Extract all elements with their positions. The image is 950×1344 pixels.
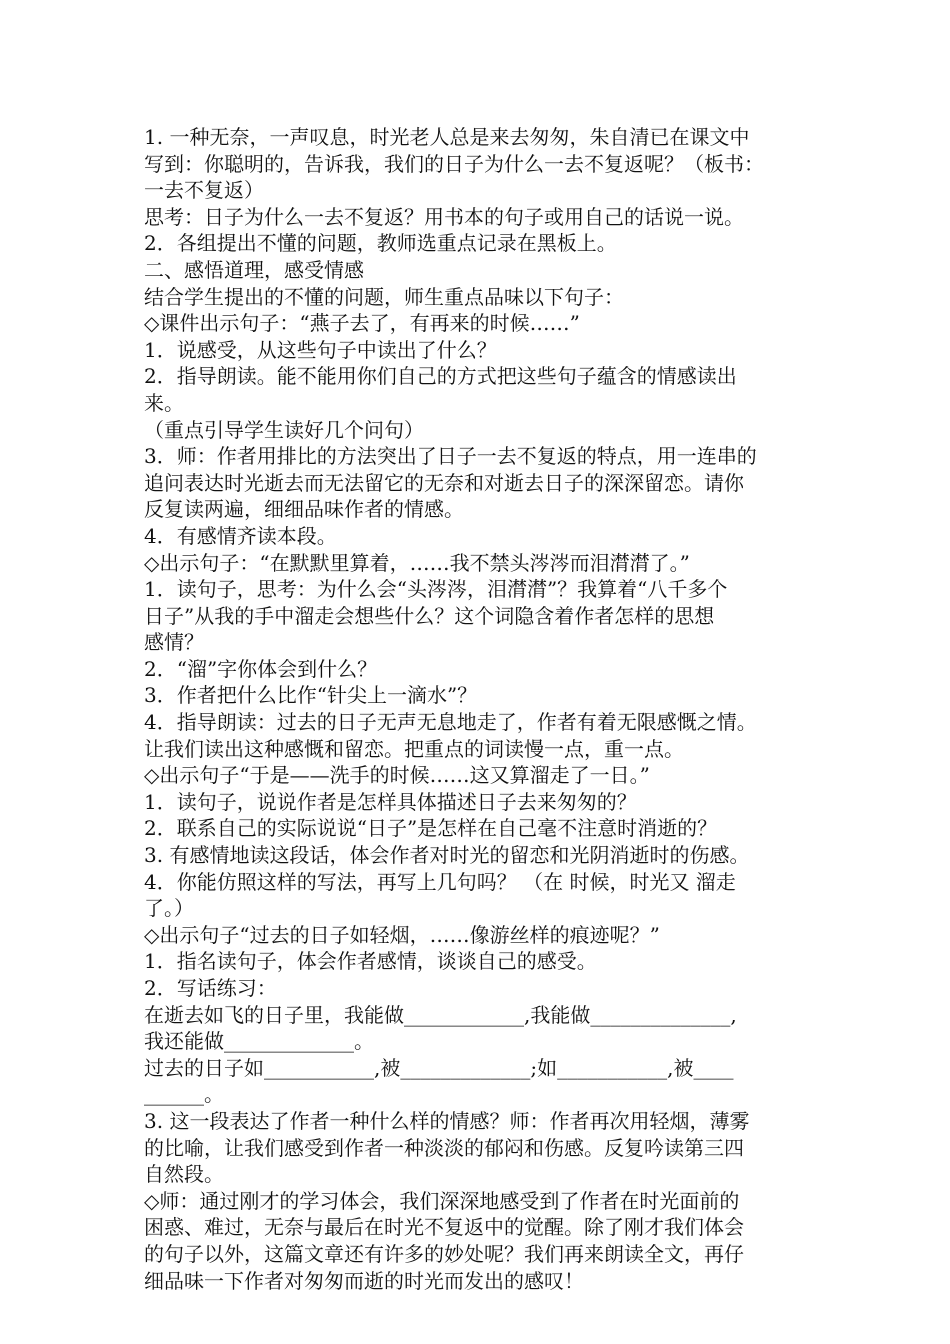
text-line: 2．指导朗读。能不能用你们自己的方式把这些句子蕴含的情感读出 xyxy=(144,364,737,389)
text-line: 的句子以外，这篇文章还有许多的妙处呢？我们再来朗读全文，再仔 xyxy=(144,1241,744,1266)
text-line: 感情？ xyxy=(144,630,204,655)
text-line: 3．师：作者用排比的方法突出了日子一去不复返的特点，用一连串的 xyxy=(144,444,757,469)
document-body xyxy=(144,124,810,1294)
text-line: 3. 有感情地读这段话，体会作者对时光的留恋和光阴消逝时的伤感。 xyxy=(144,843,750,868)
text-line: ◇课件出示句子：“燕子去了，有再来的时候……” xyxy=(144,311,580,336)
text-line: 1. 一种无奈，一声叹息，时光老人总是来去匆匆，朱自清已在课文中 xyxy=(144,125,750,149)
section-heading: 二、感悟道理，感受情感 xyxy=(144,257,364,282)
text-line: 4．你能仿照这样的写法，再写上几句吗？ （在 时候，时光又 溜走 xyxy=(144,869,736,894)
text-line: 1．读句子，思考：为什么会“头涔涔，泪潸潸”？我算着“八千多个 xyxy=(144,577,728,602)
text-line: ◇出示句子：“在默默里算着，……我不禁头涔涔而泪潸潸了。” xyxy=(144,550,690,575)
text-line: 3．作者把什么比作“针尖上一滴水”？ xyxy=(144,683,478,708)
fill-in-line: 我还能做_____________。 xyxy=(144,1029,374,1054)
text-line: 1．读句子，说说作者是怎样具体描述日子去来匆匆的？ xyxy=(144,789,637,814)
text-line: 4．指导朗读：过去的日子无声无息地走了，作者有着无限感慨之情。 xyxy=(144,710,757,735)
text-line: 让我们读出这种感慨和留恋。把重点的词读慢一点，重一点。 xyxy=(144,736,684,761)
text-line: 2．“溜”字你体会到什么？ xyxy=(144,656,378,681)
text-line: 细品味一下作者对匆匆而逝的时光而发出的感叹！ xyxy=(144,1268,584,1293)
fill-in-line: 过去的日子如___________,被_____________;如___________,被____ xyxy=(144,1055,734,1080)
fill-in-line: 在逝去如飞的日子里，我能做____________,我能做______________, xyxy=(144,1002,737,1027)
text-line: 写到：你聪明的，告诉我，我们的日子为什么一去不复返呢？（板书： xyxy=(144,151,764,176)
text-line: 困惑、难过，无奈与最后在时光不复返中的觉醒。除了刚才我们体会 xyxy=(144,1215,744,1240)
text-line: 来。 xyxy=(144,390,184,415)
text-line: 追问表达时光逝去而无法留它的无奈和对逝去日子的深深留恋。请你 xyxy=(144,470,744,495)
text-line: 2．写话练习： xyxy=(144,976,277,1000)
text-line: 1．指名读句子，体会作者感情，谈谈自己的感受。 xyxy=(144,949,597,974)
text-line: 日子”从我的手中溜走会想些什么？这个词隐含着作者怎样的思想 xyxy=(144,603,715,628)
text-line: 结合学生提出的不懂的问题，师生重点品味以下句子： xyxy=(144,284,624,309)
text-line: 一去不复返） xyxy=(144,178,264,203)
text-line: 的比喻，让我们感受到作者一种淡淡的郁闷和伤感。反复吟读第三四 xyxy=(144,1135,744,1160)
text-line: 2．各组提出不懂的问题，教师选重点记录在黑板上。 xyxy=(144,231,617,256)
text-line: 思考：日子为什么一去不复返？用书本的句子或用自己的话说一说。 xyxy=(144,204,744,229)
text-line: 反复读两遍，细细品味作者的情感。 xyxy=(144,497,464,522)
text-line: 1．说感受，从这些句子中读出了什么？ xyxy=(144,337,497,362)
text-line: 4．有感情齐读本段。 xyxy=(144,523,337,548)
text-line: 了。） xyxy=(144,896,194,921)
text-line: ◇出示句子“过去的日子如轻烟，……像游丝样的痕迹呢？” xyxy=(144,922,660,947)
text-line: （重点引导学生读好几个问句） xyxy=(144,417,424,442)
text-line: 2．联系自己的实际说说“日子”是怎样在自己毫不注意时消逝的？ xyxy=(144,816,718,841)
text-line: ◇师：通过刚才的学习体会，我们深深地感受到了作者在时光面前的 xyxy=(144,1188,740,1213)
fill-in-line: ______。 xyxy=(144,1082,224,1107)
text-line: ◇出示句子“于是——洗手的时候……这又算溜走了一日。” xyxy=(144,763,650,788)
text-line: 3. 这一段表达了作者一种什么样的情感？师：作者再次用轻烟，薄雾 xyxy=(144,1108,750,1133)
text-line: 自然段。 xyxy=(144,1162,224,1187)
